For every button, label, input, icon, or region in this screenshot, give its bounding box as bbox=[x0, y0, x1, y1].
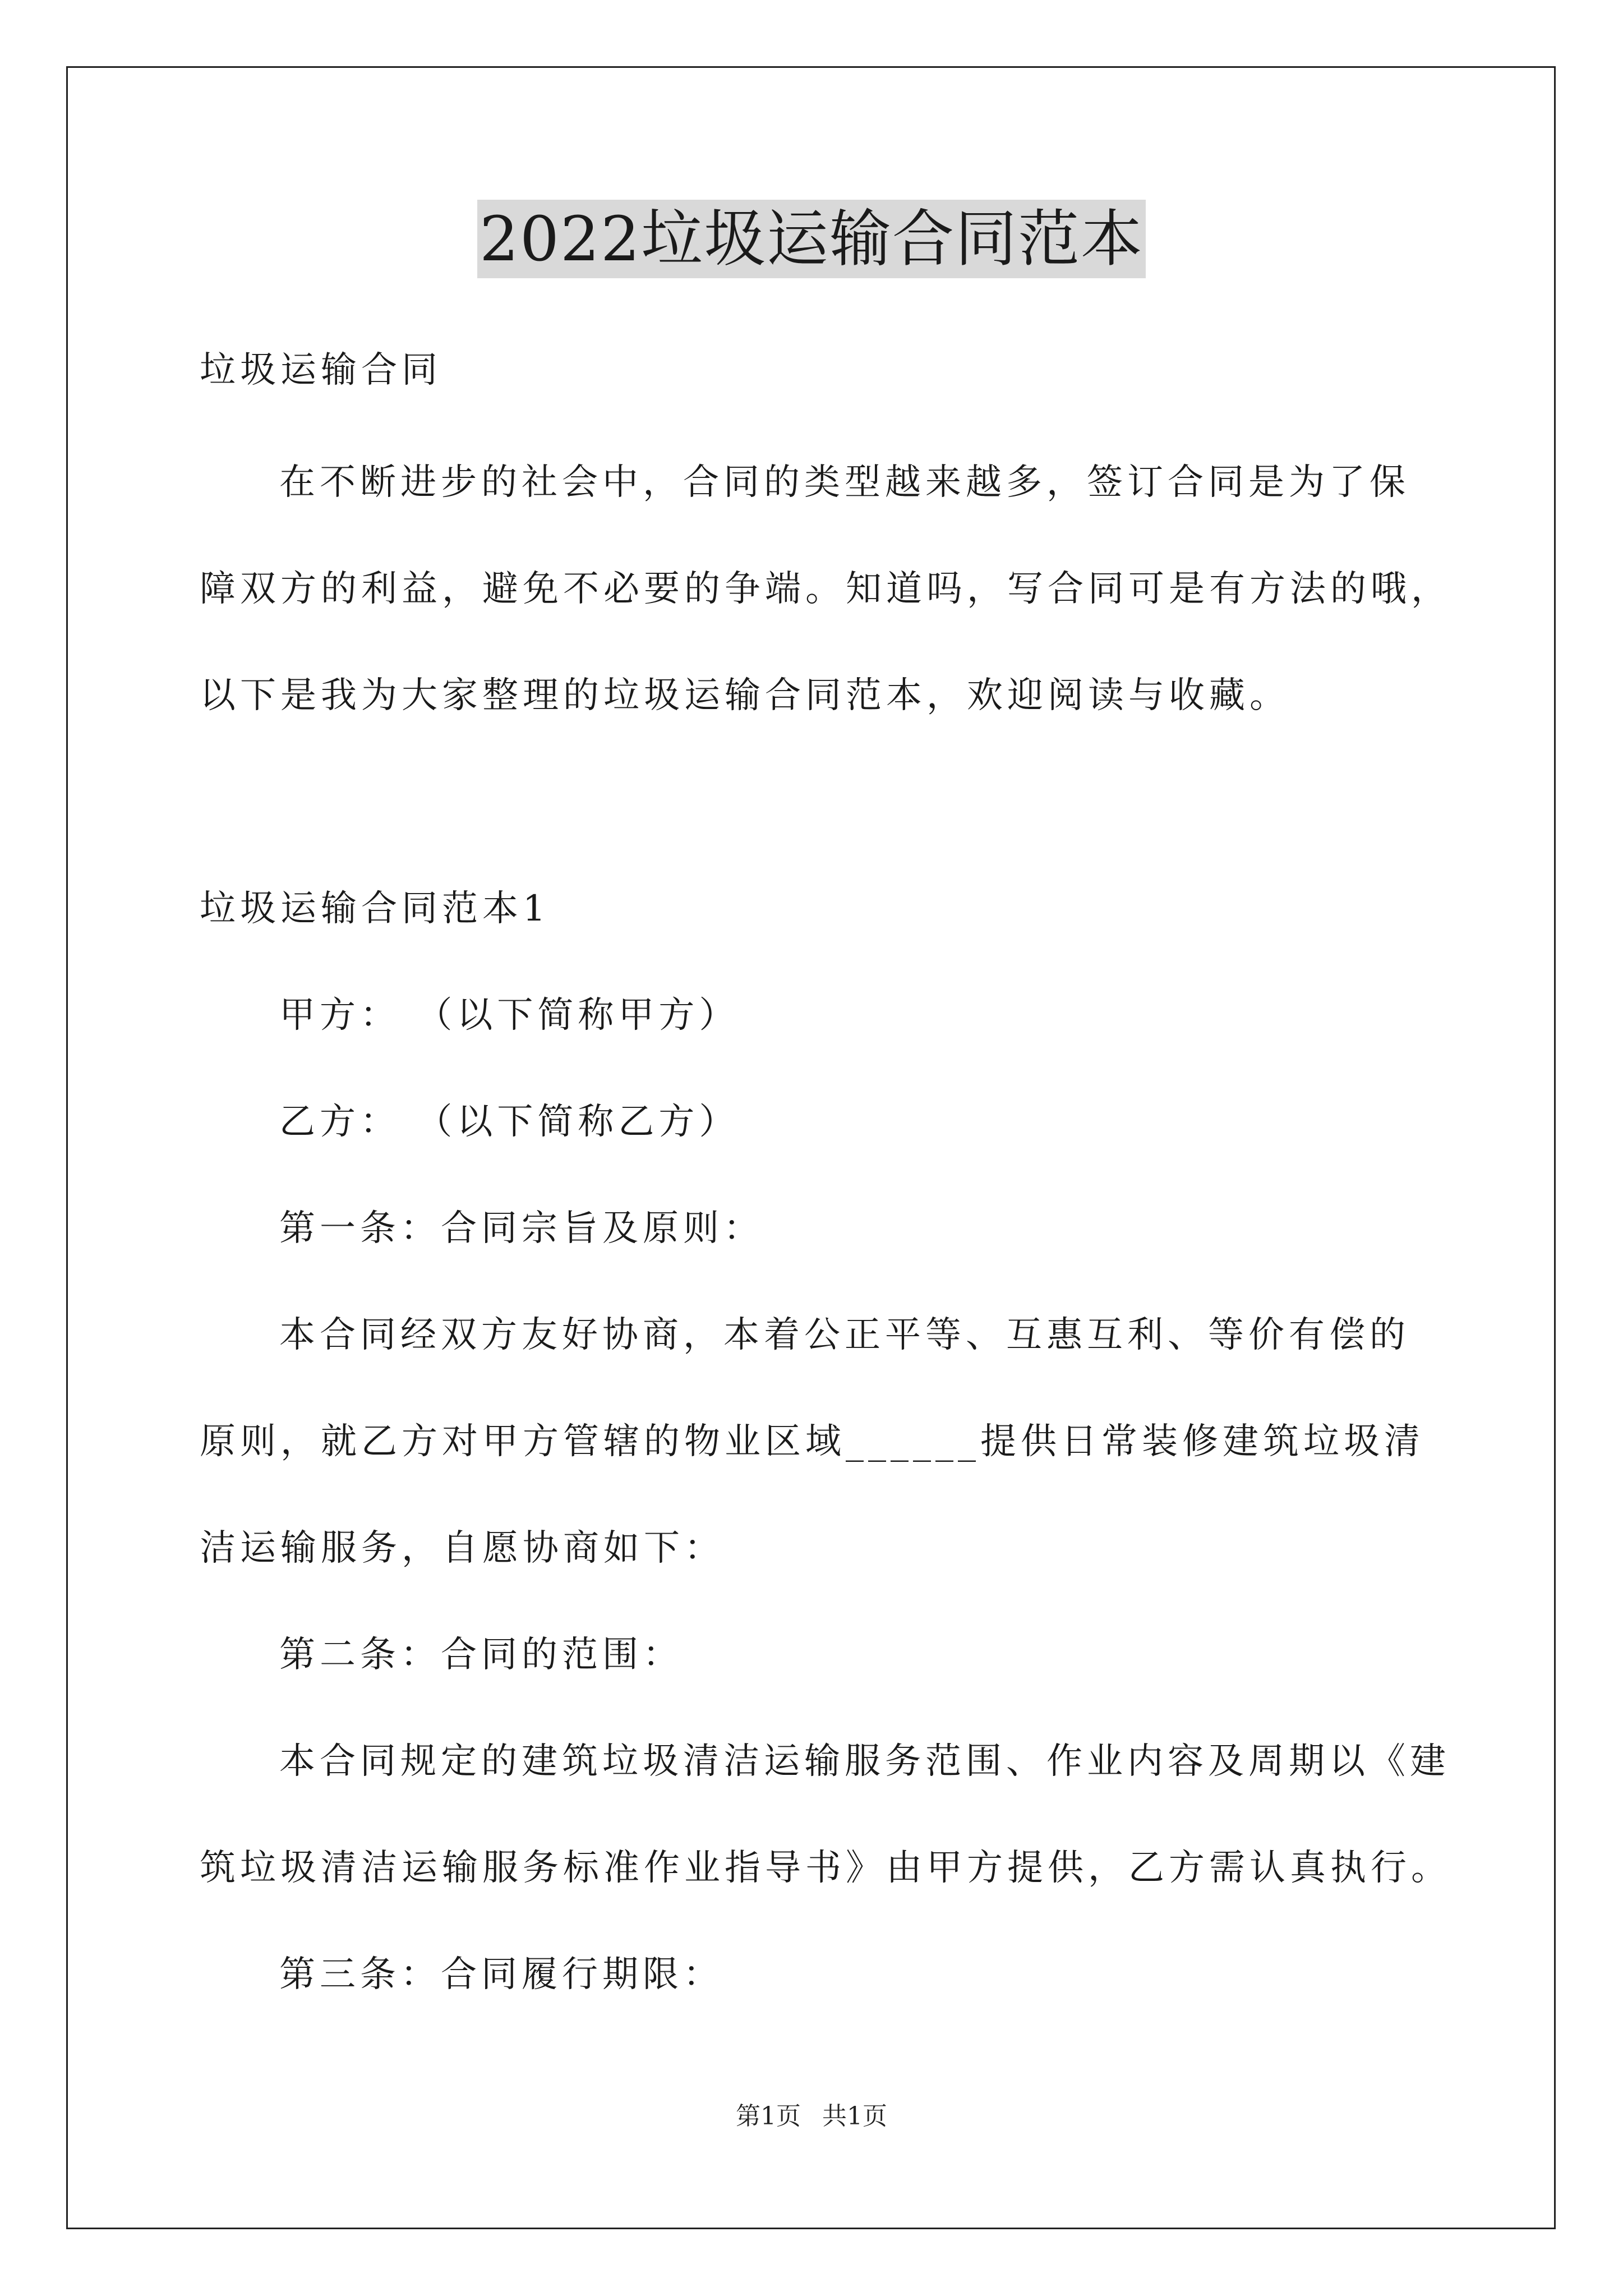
paragraph-line: 以下是我为大家整理的垃圾运输合同范本，欢迎阅读与收藏。 bbox=[200, 675, 1290, 716]
paragraph-line: 洁运输服务，自愿协商如下： bbox=[200, 1527, 725, 1569]
article-heading: 第二条：合同的范围： bbox=[279, 1634, 683, 1676]
article-heading: 第一条：合同宗旨及原则： bbox=[279, 1208, 764, 1249]
section-heading: 垃圾运输合同范本1 bbox=[200, 888, 550, 930]
article-heading: 第三条：合同履行期限： bbox=[279, 1954, 723, 1995]
paragraph-line: 障双方的利益，避免不必要的争端。知道吗，写合同可是有方法的哦， bbox=[200, 568, 1451, 610]
paragraph-line: 筑垃圾清洁运输服务标准作业指导书》由甲方提供，乙方需认真执行。 bbox=[200, 1847, 1451, 1889]
paragraph-line: 在不断进步的社会中，合同的类型越来越多，签订合同是为了保 bbox=[279, 462, 1410, 503]
party-b-line: 乙方： （以下简称乙方） bbox=[279, 1101, 740, 1143]
paragraph-line: 本合同经双方友好协商，本着公正平等、互惠互利、等价有偿的 bbox=[279, 1314, 1410, 1356]
page-total: 共1页 bbox=[822, 2102, 887, 2131]
page-number: 第1页 bbox=[736, 2102, 801, 2131]
page-footer bbox=[0, 2101, 1623, 2132]
paragraph-line: 原则，就乙方对甲方管辖的物业区域______提供日常装修建筑垃圾清 bbox=[200, 1421, 1424, 1462]
document-title: 2022垃圾运输合同范本 bbox=[477, 200, 1146, 278]
party-a-line: 甲方： （以下简称甲方） bbox=[279, 995, 740, 1036]
section-heading: 垃圾运输合同 bbox=[200, 349, 442, 391]
paragraph-line: 本合同规定的建筑垃圾清洁运输服务范围、作业内容及周期以《建 bbox=[279, 1741, 1450, 1782]
title-container bbox=[0, 200, 1623, 278]
